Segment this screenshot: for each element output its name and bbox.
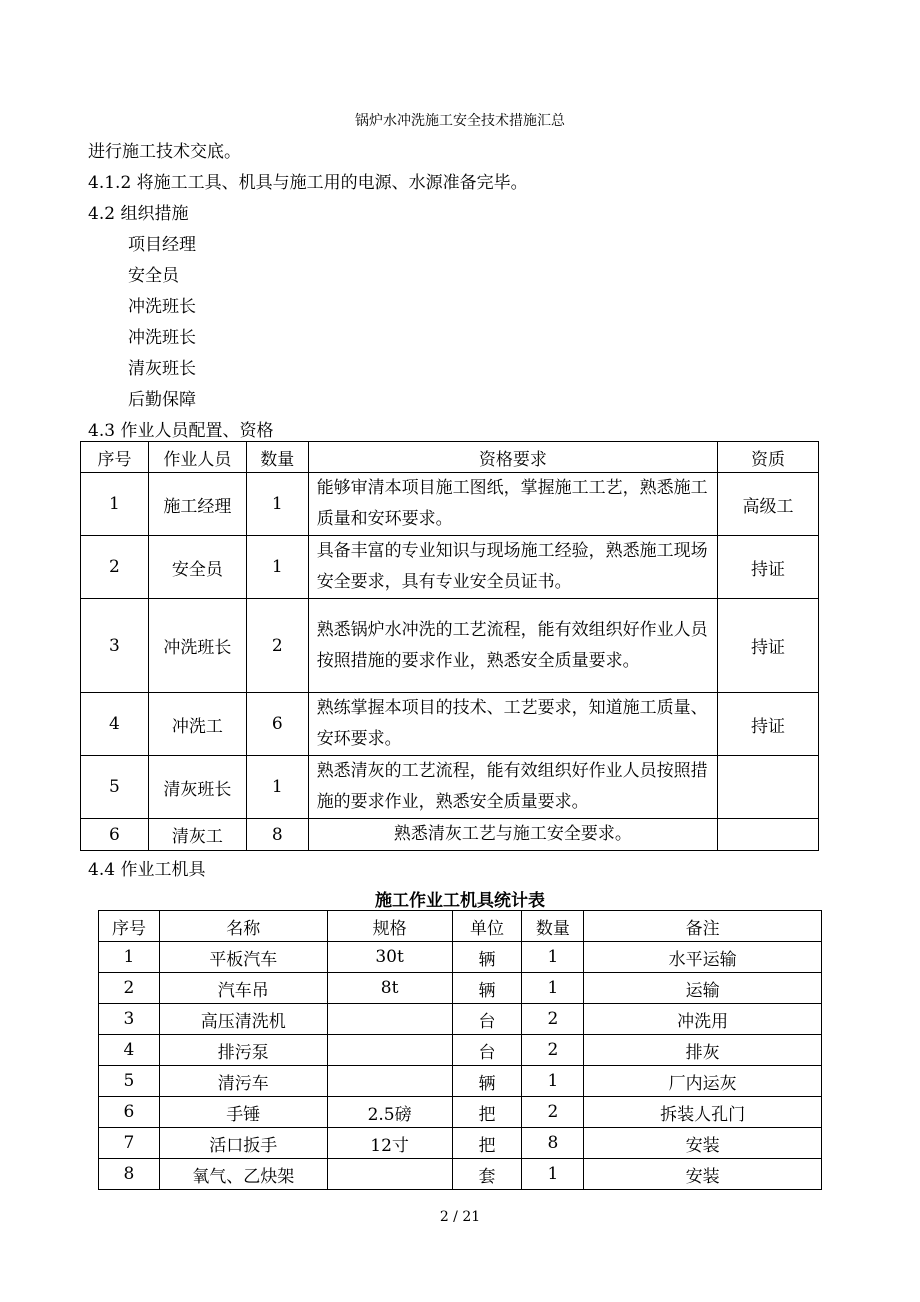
row-number: 3 bbox=[81, 599, 149, 693]
table-row bbox=[81, 599, 819, 693]
staff-table bbox=[80, 441, 819, 851]
header-cell: 资格要求 bbox=[308, 442, 717, 473]
qty-cell: 6 bbox=[246, 693, 308, 756]
org-item: 冲洗班长 bbox=[128, 297, 196, 317]
cert-cell bbox=[718, 756, 819, 819]
qty-cell: 1 bbox=[246, 473, 308, 536]
tool-note: 冲洗用 bbox=[584, 1004, 822, 1035]
tool-qty: 1 bbox=[522, 1159, 584, 1190]
row-number: 8 bbox=[99, 1159, 160, 1190]
requirement-cell: 熟悉清灰的工艺流程，能有效组织好作业人员按照措施的要求作业，熟悉安全质量要求。 bbox=[308, 756, 717, 819]
requirement-cell: 具备丰富的专业知识与现场施工经验，熟悉施工现场安全要求，具有专业安全员证书。 bbox=[308, 536, 717, 599]
table-row bbox=[81, 693, 819, 756]
row-number: 7 bbox=[99, 1128, 160, 1159]
tool-unit: 台 bbox=[452, 1035, 522, 1066]
tool-note: 厂内运灰 bbox=[584, 1066, 822, 1097]
tool-qty: 2 bbox=[522, 1097, 584, 1128]
table-row bbox=[99, 1004, 822, 1035]
tool-unit: 套 bbox=[452, 1159, 522, 1190]
tool-spec bbox=[327, 1066, 452, 1097]
tool-qty: 1 bbox=[522, 942, 584, 973]
tool-name: 手锤 bbox=[159, 1097, 327, 1128]
tools-table-title: 施工作业工机具统计表 bbox=[375, 891, 545, 911]
org-item: 项目经理 bbox=[128, 235, 196, 255]
tool-note: 拆装人孔门 bbox=[584, 1097, 822, 1128]
row-number: 5 bbox=[81, 756, 149, 819]
tool-spec: 30t bbox=[327, 942, 452, 973]
requirement-cell: 熟悉清灰工艺与施工安全要求。 bbox=[308, 819, 717, 851]
role-cell: 施工经理 bbox=[148, 473, 246, 536]
section-4-3-heading: 4.3 作业人员配置、资格 bbox=[88, 421, 274, 441]
org-item: 冲洗班长 bbox=[128, 328, 196, 348]
tool-qty: 1 bbox=[522, 973, 584, 1004]
row-number: 6 bbox=[99, 1097, 160, 1128]
table-row bbox=[99, 1066, 822, 1097]
org-item: 后勤保障 bbox=[128, 390, 196, 410]
tool-name: 汽车吊 bbox=[159, 973, 327, 1004]
row-number: 2 bbox=[81, 536, 149, 599]
tool-name: 排污泵 bbox=[159, 1035, 327, 1066]
tool-unit: 辆 bbox=[452, 1066, 522, 1097]
table-row bbox=[99, 942, 822, 973]
role-cell: 冲洗班长 bbox=[148, 599, 246, 693]
tool-unit: 台 bbox=[452, 1004, 522, 1035]
header-cell: 数量 bbox=[522, 911, 584, 942]
row-number: 4 bbox=[81, 693, 149, 756]
qty-cell: 1 bbox=[246, 536, 308, 599]
tool-qty: 2 bbox=[522, 1004, 584, 1035]
header-cell: 单位 bbox=[452, 911, 522, 942]
requirement-cell: 能够审清本项目施工图纸，掌握施工工艺，熟悉施工质量和安环要求。 bbox=[308, 473, 717, 536]
tool-name: 清污车 bbox=[159, 1066, 327, 1097]
qty-cell: 1 bbox=[246, 756, 308, 819]
page-number: 2 / 21 bbox=[439, 1209, 481, 1225]
tool-note: 水平运输 bbox=[584, 942, 822, 973]
table-row bbox=[99, 973, 822, 1004]
header-cell: 序号 bbox=[99, 911, 160, 942]
table-row bbox=[99, 1097, 822, 1128]
row-number: 3 bbox=[99, 1004, 160, 1035]
tools-table-header-row bbox=[99, 911, 822, 942]
header-cell: 数量 bbox=[246, 442, 308, 473]
section-4-1-2: 4.1.2 将施工工具、机具与施工用的电源、水源准备完毕。 bbox=[88, 173, 528, 193]
tool-unit: 辆 bbox=[452, 973, 522, 1004]
qty-cell: 8 bbox=[246, 819, 308, 851]
cert-cell: 持证 bbox=[718, 693, 819, 756]
role-cell: 冲洗工 bbox=[148, 693, 246, 756]
row-number: 6 bbox=[81, 819, 149, 851]
table-row bbox=[81, 819, 819, 851]
tool-note: 排灰 bbox=[584, 1035, 822, 1066]
section-4-4-heading: 4.4 作业工机具 bbox=[88, 860, 206, 880]
requirement-cell: 熟悉锅炉水冲洗的工艺流程，能有效组织好作业人员按照措施的要求作业，熟悉安全质量要求。 bbox=[308, 599, 717, 693]
tool-spec bbox=[327, 1159, 452, 1190]
tool-spec bbox=[327, 1004, 452, 1035]
tools-table bbox=[98, 910, 822, 1190]
header-cell: 备注 bbox=[584, 911, 822, 942]
cert-cell: 持证 bbox=[718, 599, 819, 693]
tool-spec: 12寸 bbox=[327, 1128, 452, 1159]
staff-table-header-row bbox=[81, 442, 819, 473]
table-row bbox=[81, 536, 819, 599]
tool-name: 高压清洗机 bbox=[159, 1004, 327, 1035]
text-line: 进行施工技术交底。 bbox=[88, 142, 241, 162]
cert-cell: 高级工 bbox=[718, 473, 819, 536]
row-number: 1 bbox=[81, 473, 149, 536]
org-item: 清灰班长 bbox=[128, 359, 196, 379]
header-cell: 规格 bbox=[327, 911, 452, 942]
section-4-2-heading: 4.2 组织措施 bbox=[88, 204, 189, 224]
role-cell: 清灰工 bbox=[148, 819, 246, 851]
tool-spec: 2.5磅 bbox=[327, 1097, 452, 1128]
header-cell: 作业人员 bbox=[148, 442, 246, 473]
tool-note: 安装 bbox=[584, 1128, 822, 1159]
table-row bbox=[81, 473, 819, 536]
header-cell: 资质 bbox=[718, 442, 819, 473]
row-number: 1 bbox=[99, 942, 160, 973]
tool-name: 氧气、乙炔架 bbox=[159, 1159, 327, 1190]
tool-name: 平板汽车 bbox=[159, 942, 327, 973]
tool-spec: 8t bbox=[327, 973, 452, 1004]
tool-qty: 2 bbox=[522, 1035, 584, 1066]
row-number: 2 bbox=[99, 973, 160, 1004]
qty-cell: 2 bbox=[246, 599, 308, 693]
org-item: 安全员 bbox=[128, 266, 179, 286]
requirement-cell: 熟练掌握本项目的技术、工艺要求，知道施工质量、安环要求。 bbox=[308, 693, 717, 756]
row-number: 5 bbox=[99, 1066, 160, 1097]
tool-qty: 8 bbox=[522, 1128, 584, 1159]
cert-cell bbox=[718, 819, 819, 851]
tool-qty: 1 bbox=[522, 1066, 584, 1097]
tool-unit: 把 bbox=[452, 1097, 522, 1128]
cert-cell: 持证 bbox=[718, 536, 819, 599]
table-row bbox=[99, 1035, 822, 1066]
tool-unit: 把 bbox=[452, 1128, 522, 1159]
header-cell: 序号 bbox=[81, 442, 149, 473]
tool-name: 活口扳手 bbox=[159, 1128, 327, 1159]
table-row bbox=[99, 1128, 822, 1159]
tool-spec bbox=[327, 1035, 452, 1066]
tool-note: 运输 bbox=[584, 973, 822, 1004]
table-row bbox=[81, 756, 819, 819]
tool-unit: 辆 bbox=[452, 942, 522, 973]
header-cell: 名称 bbox=[159, 911, 327, 942]
row-number: 4 bbox=[99, 1035, 160, 1066]
role-cell: 安全员 bbox=[148, 536, 246, 599]
page-header: 锅炉水冲洗施工安全技术措施汇总 bbox=[355, 113, 565, 129]
table-row bbox=[99, 1159, 822, 1190]
role-cell: 清灰班长 bbox=[148, 756, 246, 819]
tool-note: 安装 bbox=[584, 1159, 822, 1190]
